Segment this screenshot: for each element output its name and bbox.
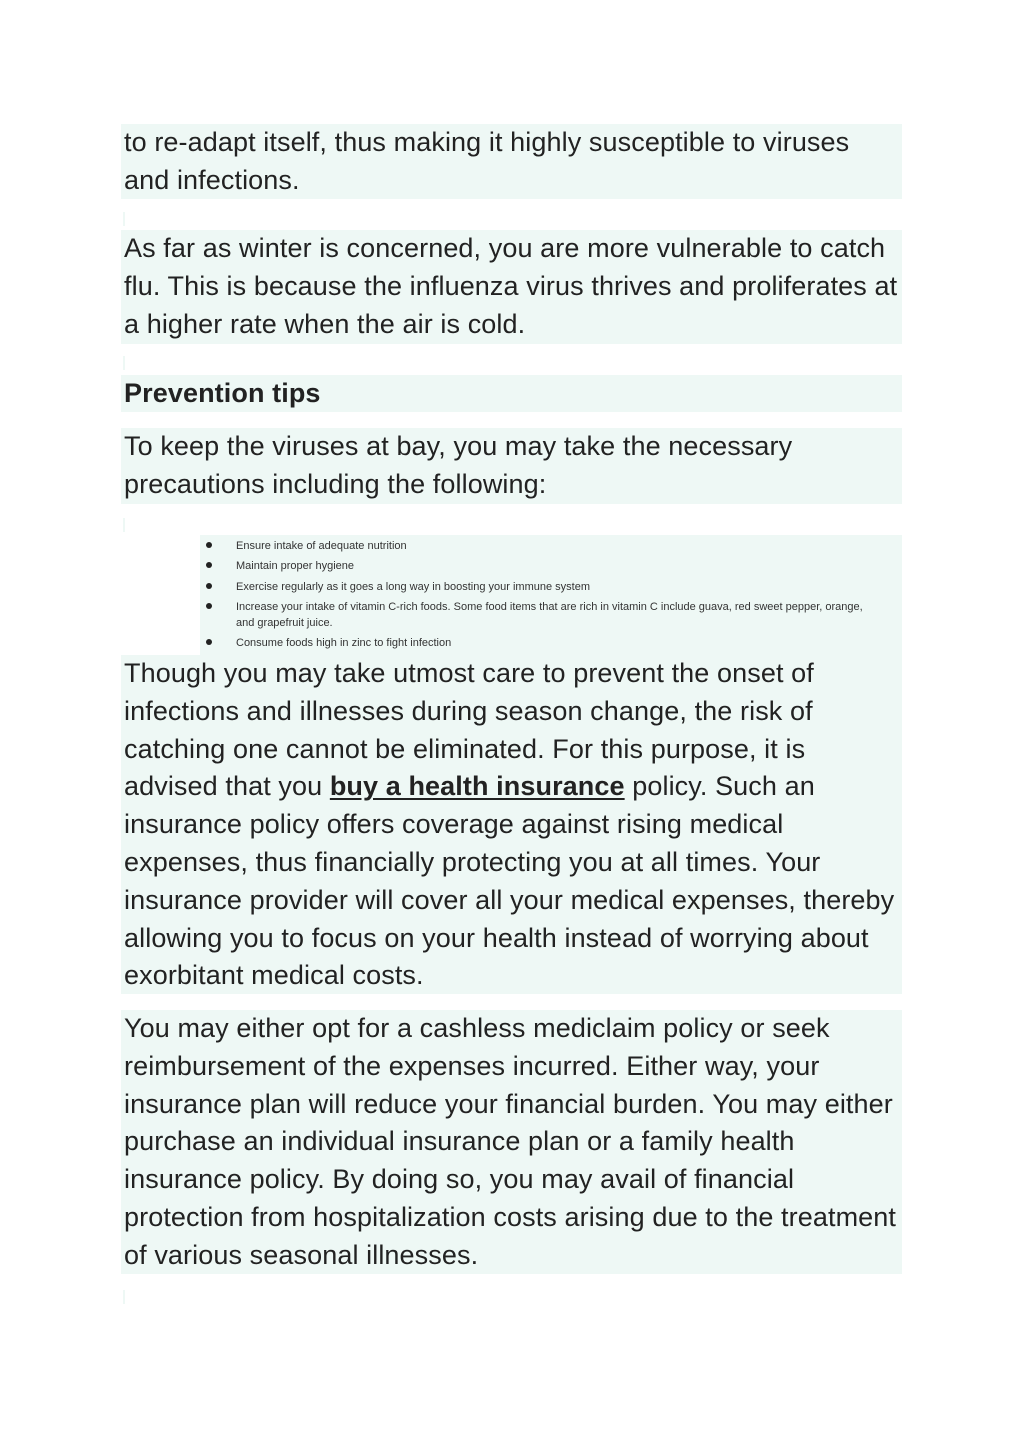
- paragraph-text: As far as winter is concerned, you are more vulnerable to catch flu. This is because the influenza virus thrives and proliferates at a higher rate when the air is cold.: [124, 233, 898, 339]
- list-item: Exercise regularly as it goes a long way in boosting your immune system: [200, 580, 882, 596]
- buy-health-insurance-link[interactable]: buy a health insurance: [329, 771, 625, 802]
- section-heading: [121, 375, 902, 412]
- paragraph-winter: [121, 230, 902, 344]
- paragraph-intro-continuation: [121, 124, 902, 199]
- prevention-tips-list: [200, 535, 902, 657]
- bullet-icon: [206, 639, 212, 645]
- paragraph-precautions: [121, 428, 902, 504]
- heading-text: Prevention tips: [124, 378, 321, 408]
- paragraph-insurance-advice: [121, 655, 902, 994]
- list-item: Consume foods high in zinc to fight infection: [200, 636, 882, 652]
- bullet-icon: [206, 583, 212, 589]
- empty-line-marker: [123, 518, 125, 532]
- empty-line-marker: [123, 356, 125, 370]
- bullet-icon: [206, 542, 212, 548]
- paragraph-text: You may either opt for a cashless mediclaim policy or seek reimbursement of the expenses incurred. Either way, your insurance plan will reduce your financial burden. You may either purchase an individual insurance plan or a family health insurance policy. By doing so, you may avail of financial protection from hospitalization costs arising due to the treatment of various seasonal illnesses.: [124, 1013, 896, 1270]
- paragraph-text: policy. Such an insurance policy offers coverage against rising medical expenses, thus financially protecting you at all times. Your insurance provider will cover all your medical expenses, thereby allowing you to focus on your health instead of worrying about exorbitant medical costs.: [124, 771, 895, 991]
- bullet-icon: [206, 562, 212, 568]
- list-item: Increase your intake of vitamin C-rich foods. Some food items that are rich in vitamin C include guava, red sweet pepper, orange, and grapefruit juice.: [200, 600, 882, 631]
- bullet-icon: [206, 603, 212, 609]
- empty-line-marker: [123, 212, 125, 226]
- paragraph-text: To keep the viruses at bay, you may take the necessary precautions including the following:: [124, 431, 793, 499]
- paragraph-text: to re-adapt itself, thus making it highly susceptible to viruses and infections.: [124, 127, 850, 195]
- paragraph-text: Though you may take utmost care to prevent the onset of infections and illnesses during season change, the risk of catching one cannot be eliminated. For this purpose, it is advised that you: [124, 658, 814, 802]
- list-item: Maintain proper hygiene: [200, 559, 882, 575]
- paragraph-mediclaim: [121, 1010, 902, 1274]
- empty-line-marker: [123, 1290, 125, 1304]
- list-item: Ensure intake of adequate nutrition: [200, 539, 882, 555]
